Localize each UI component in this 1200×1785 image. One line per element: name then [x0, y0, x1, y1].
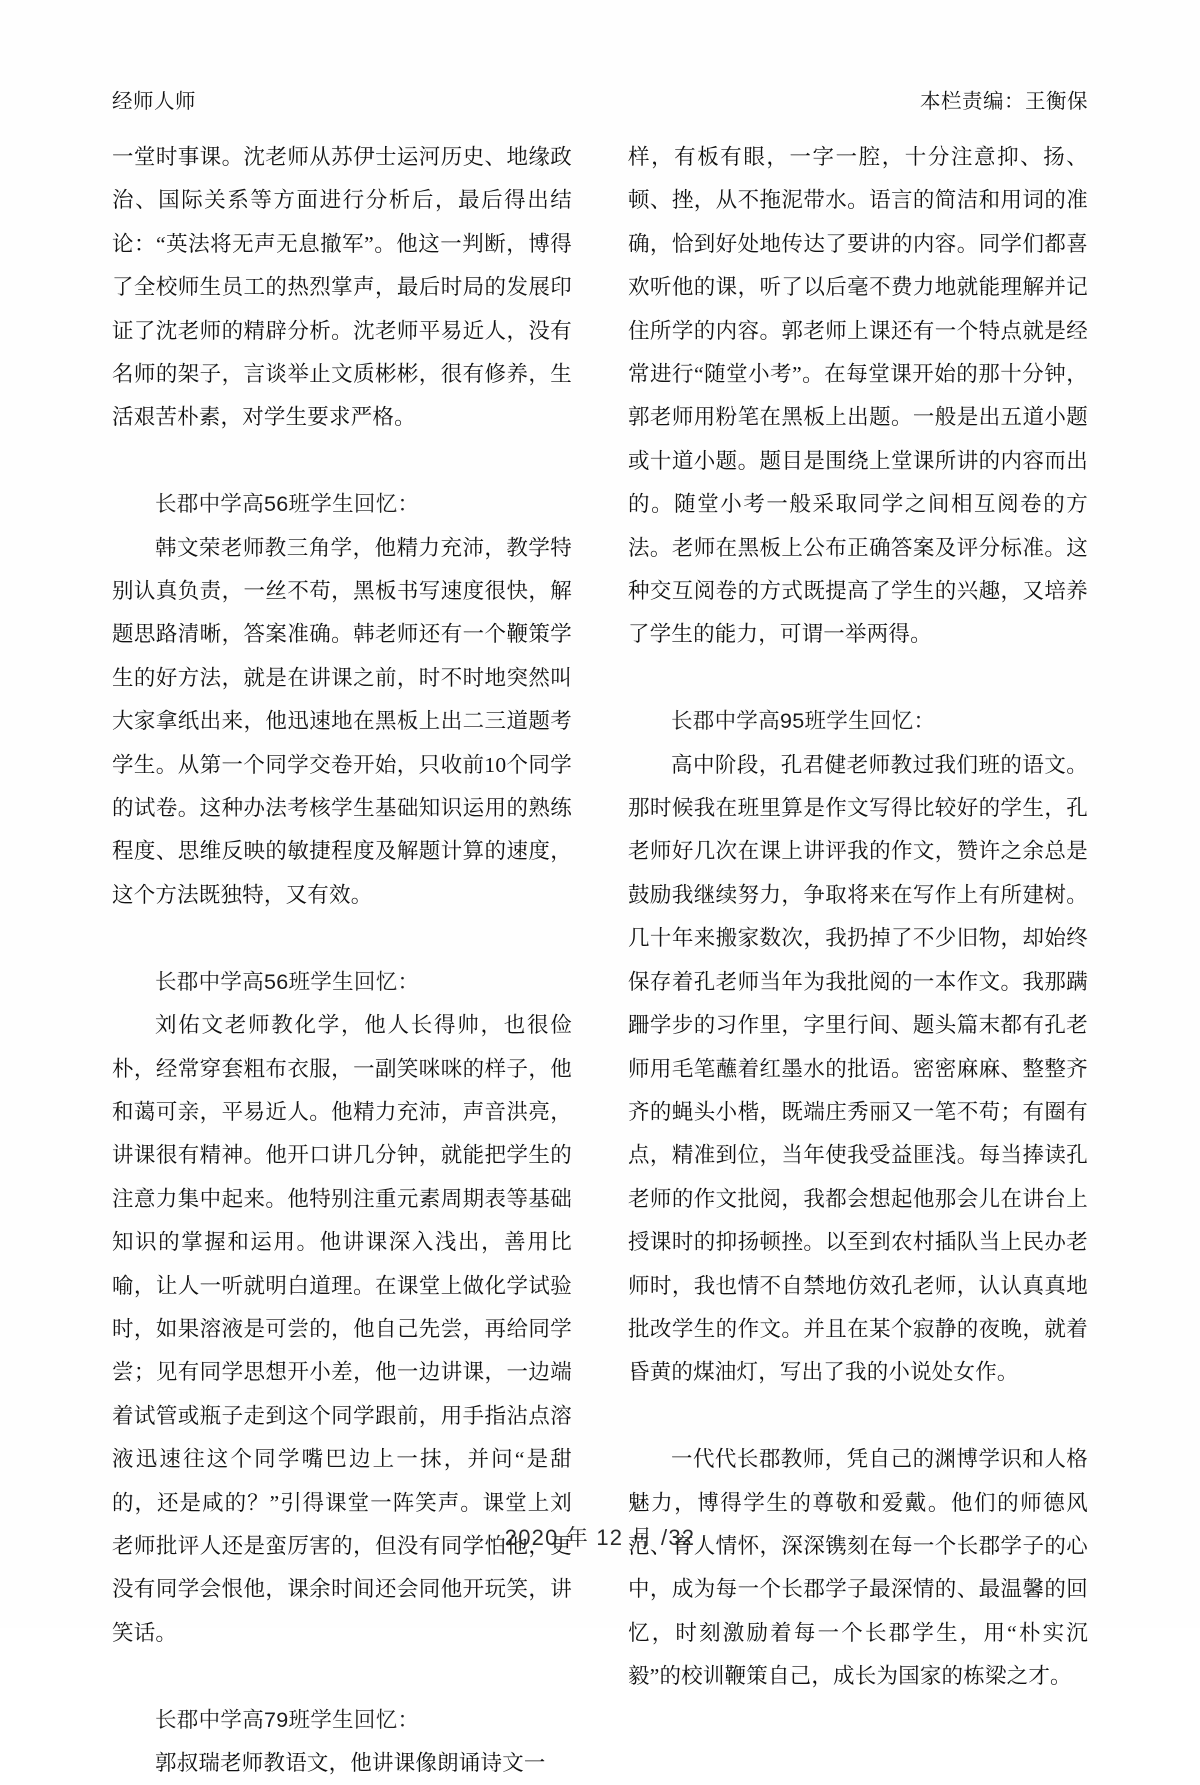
footer-issue-and-page: 2020 年 12 月 /32 [504, 1525, 696, 1550]
section-subheading: 长郡中学高56班学生回忆： [155, 492, 420, 517]
body-paragraph: 一堂时事课。沈老师从苏伊士运河历史、地缘政治、国际关系等方面进行分析后，最后得出结论：“英法将无声无息撤军”。他这一判断，博得了全校师生员工的热烈掌声，最后时局的发展印证了沈老师的精辟分析。沈老师平易近人，没有名师的架子，言谈举止文质彬彬，很有修养，生活艰苦朴素，对学生要求严格。 [112, 145, 572, 430]
body-paragraph: 高中阶段，孔君健老师教过我们班的语文。那时候我在班里算是作文写得比较好的学生，孔老师好几次在课上讲评我的作文，赞许之余总是鼓励我继续努力，争取将来在写作上有所建树。几十年来搬家数次，我扔掉了不少旧物，却始终保存着孔老师当年为我批阅的一本作文。我那蹒跚学步的习作里，字里行间、题头篇末都有孔老师用毛笔蘸着红墨水的批语。密密麻麻、整整齐齐的蝇头小楷，既端庄秀丽又一笔不苟；有圈有点，精准到位，当年使我受益匪浅。每当捧读孔老师的作文批阅，我都会想起他那会儿在讲台上授课时的抑扬顿挫。以至到农村插队当上民办老师时，我也情不自禁地仿效孔老师，认认真真地批改学生的作文。并且在某个寂静的夜晚，就着昏黄的煤油灯，写出了我的小说处女作。 [628, 752, 1088, 1385]
body-paragraph: 郭叔瑞老师教语文，他讲课像朗诵诗文一 [155, 1750, 546, 1775]
section-subheading: 长郡中学高95班学生回忆： [671, 709, 936, 734]
column-left [112, 136, 572, 1775]
running-head-editor-credit: 本栏责编：王衡保 [920, 90, 1088, 113]
running-head [112, 84, 1088, 118]
section-subheading: 长郡中学高56班学生回忆： [155, 969, 420, 994]
body-paragraph: 一代代长郡教师，凭自己的渊博学识和人格魅力，博得学生的尊敬和爱戴。他们的师德风范、育人情怀，深深镌刻在每一个长郡学子的心中，成为每一个长郡学子最深情的、最温馨的回忆，时刻激励着每一个长郡学生，用“朴实沉毅”的校训鞭策自己，成长为国家的栋梁之才。 [628, 1447, 1088, 1689]
page-footer [0, 1521, 1200, 1552]
section-subheading: 长郡中学高79班学生回忆： [155, 1707, 420, 1732]
body-paragraph: 刘佑文老师教化学，他人长得帅，也很俭朴，经常穿套粗布衣服，一副笑咪咪的样子，他和蔼可亲，平易近人。他精力充沛，声音洪亮，讲课很有精神。他开口讲几分钟，就能把学生的注意力集中起来。他特别注重元素周期表等基础知识的掌握和运用。他讲课深入浅出，善用比喻，让人一听就明白道理。在课堂上做化学试验时，如果溶液是可尝的，他自己先尝，再给同学尝；见有同学思想开小差，他一边讲课，一边端着试管或瓶子走到这个同学跟前，用手指沾点溶液迅速往这个同学嘴巴边上一抹，并问“是甜的，还是咸的？”引得课堂一阵笑声。课堂上刘老师批评人还是蛮厉害的，但没有同学怕他，更没有同学会恨他，课余时间还会同他开玩笑，讲笑话。 [112, 1013, 572, 1645]
running-head-section-title: 经师人师 [112, 90, 196, 113]
column-right [628, 136, 1088, 1689]
body-paragraph: 韩文荣老师教三角学，他精力充沛，教学特别认真负责，一丝不苟，黑板书写速度很快，解题思路清晰，答案准确。韩老师还有一个鞭策学生的好方法，就是在讲课之前，时不时地突然叫大家拿纸出来，他迅速地在黑板上出二三道题考学生。从第一个同学交卷开始，只收前10个同学的试卷。这种办法考核学生基础知识运用的熟练程度、思维反映的敏捷程度及解题计算的速度，这个方法既独特，又有效。 [112, 535, 572, 907]
body-paragraph: 样，有板有眼，一字一腔，十分注意抑、扬、顿、挫，从不拖泥带水。语言的简洁和用词的准确，恰到好处地传达了要讲的内容。同学们都喜欢听他的课，听了以后毫不费力地就能理解并记住所学的内容。郭老师上课还有一个特点就是经常进行“随堂小考”。在每堂课开始的那十分钟，郭老师用粉笔在黑板上出题。一般是出五道小题或十道小题。题目是围绕上堂课所讲的内容而出的。随堂小考一般采取同学之间相互阅卷的方法。老师在黑板上公布正确答案及评分标准。这种交互阅卷的方式既提高了学生的兴趣，又培养了学生的能力，可谓一举两得。 [628, 145, 1088, 647]
